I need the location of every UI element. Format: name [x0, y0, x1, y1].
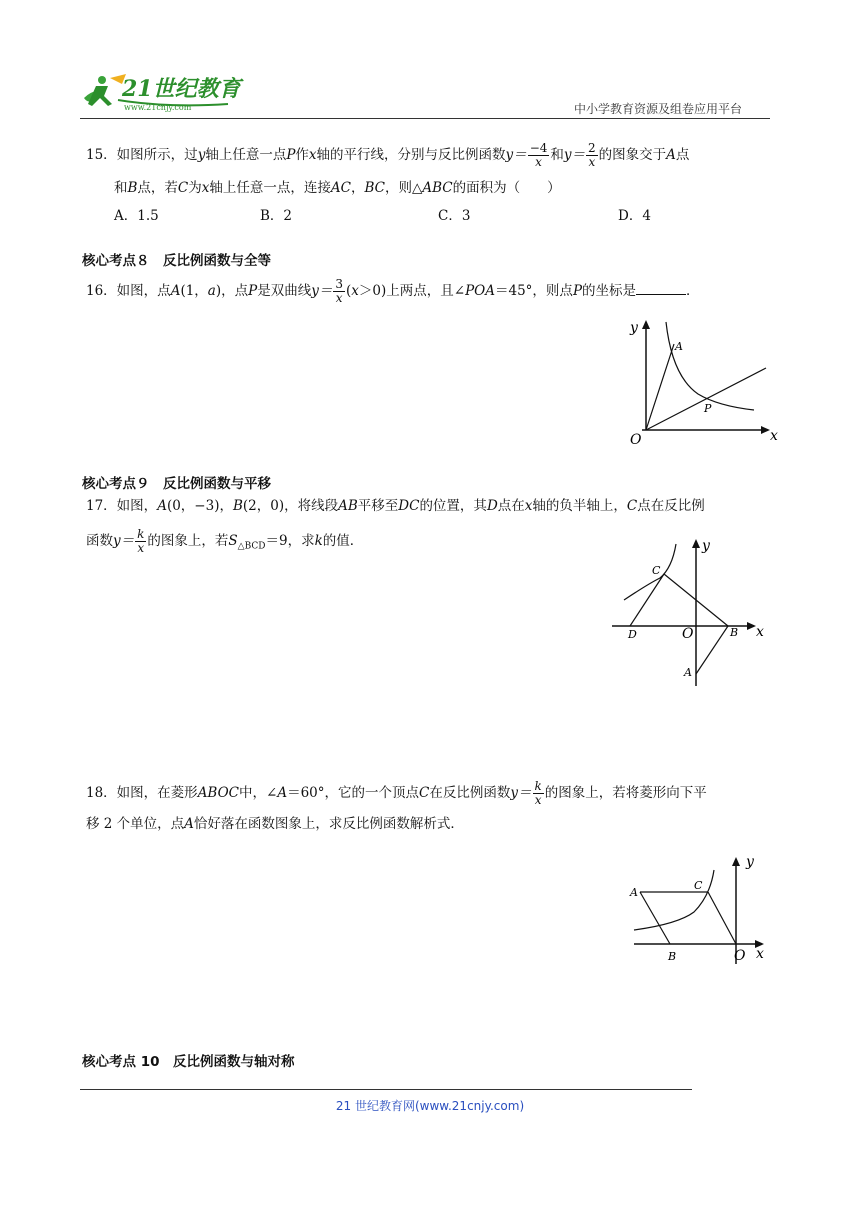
fig17-label-y: y	[702, 538, 710, 554]
q17-line1: 17．如图，A(0，−3)，B(2，0)，将线段AB平移至DC的位置，其D点在x轴的负半轴上，C点在反比例	[86, 498, 705, 514]
fig17-label-c: C	[652, 564, 661, 577]
fig17-segment-dc	[630, 574, 664, 626]
logo-text: 21世纪教育	[122, 76, 241, 102]
fig18-label-x: x	[756, 946, 764, 962]
q16-answer-blank[interactable]	[636, 282, 686, 295]
fig17-label-b: B	[730, 626, 739, 639]
fig18-label-c: C	[694, 879, 703, 892]
fig17-label-d: D	[628, 628, 637, 641]
q17-line2: 函数y＝ $\frac{k}{x}$ 的图象上，若$S_{\triangle BCD}=9$，求k的值．	[86, 527, 364, 555]
footer-link[interactable]: 21 世纪教育网(www.21cnjy.com)	[335, 1099, 525, 1113]
fig16-line-op	[646, 368, 766, 430]
q16-text: 16．如图，点A(1，a)，点P是双曲线y＝ $\frac{3}{x}$ (x＞0)上两点，且∠POA＝45°，则点P的坐标是 ．	[86, 277, 700, 305]
fig18-label-y: y	[746, 854, 754, 870]
figure-18	[626, 852, 774, 968]
figure-16	[618, 316, 788, 450]
q15-fraction-2: $\frac{2}{x}$	[588, 141, 596, 169]
q15-option-b[interactable]: B．2	[260, 208, 293, 224]
q17-fraction: $\frac{k}{x}$	[137, 527, 145, 555]
fig18-label-o: O	[734, 948, 746, 964]
section-heading-9: 核心考点９ 反比例函数与平移	[82, 476, 271, 492]
footer-divider	[80, 1089, 692, 1090]
fig17-segment-ba	[696, 626, 728, 674]
q18-line2: 移 2 个单位，点A恰好落在函数图象上，求反比例函数解析式．	[86, 816, 464, 832]
logo-url: www.21cnjy.com	[124, 103, 192, 112]
fig17-x-arrow-icon	[747, 622, 756, 630]
section-heading-8: 核心考点８ 反比例函数与全等	[82, 253, 271, 269]
q15-line2: 和B点，若C为x轴上任意一点，连接AC，BC，则△ABC的面积为（ ）	[114, 180, 561, 196]
q15-line1: 15．如图所示，过y轴上任意一点P作x轴的平行线，分别与反比例函数y＝ $\frac{-4}{x}$ 和y＝ $\frac{2}{x}$ 的图象交于A点	[86, 141, 690, 169]
fig16-label-a: A	[675, 340, 683, 353]
fig16-label-x: x	[770, 428, 778, 444]
fig17-y-arrow-icon	[692, 539, 700, 548]
q15-option-a[interactable]: A．1.5	[114, 208, 159, 224]
fig18-y-arrow-icon	[732, 857, 740, 866]
fig17-label-x: x	[756, 624, 764, 640]
fig16-label-y: y	[630, 320, 638, 336]
fig18-label-a: A	[630, 886, 638, 899]
fig16-label-p: P	[704, 402, 712, 415]
q18-fraction: $\frac{k}{x}$	[534, 779, 542, 807]
figure-17	[608, 534, 776, 690]
section-heading-10: 核心考点 10 反比例函数与轴对称	[82, 1054, 295, 1070]
site-logo	[78, 68, 248, 112]
q18-line1: 18．如图，在菱形ABOC中，∠A＝60°，它的一个顶点C在反比例函数y＝ $\frac{k}{x}$ 的图象上，若将菱形向下平	[86, 779, 707, 807]
fig16-y-arrow-icon	[642, 320, 650, 329]
fig17-hyperbola	[624, 544, 676, 600]
header-platform-text: 中小学教育资源及组卷应用平台	[573, 102, 742, 116]
fig18-label-b: B	[668, 950, 677, 963]
fig18-segment-co	[708, 892, 736, 944]
q15-option-d[interactable]: D．4	[618, 208, 651, 224]
q16-fraction: $\frac{3}{x}$	[335, 277, 344, 305]
fig18-segment-ab	[640, 892, 670, 944]
q15-option-c[interactable]: C．3	[438, 208, 471, 224]
fig17-label-o: O	[682, 626, 694, 642]
fig17-label-a: A	[684, 666, 692, 679]
q15-fraction-1: $\frac{-4}{x}$	[529, 141, 548, 169]
header-divider	[80, 118, 770, 119]
fig16-label-o: O	[630, 432, 642, 448]
fig16-x-arrow-icon	[761, 426, 770, 434]
